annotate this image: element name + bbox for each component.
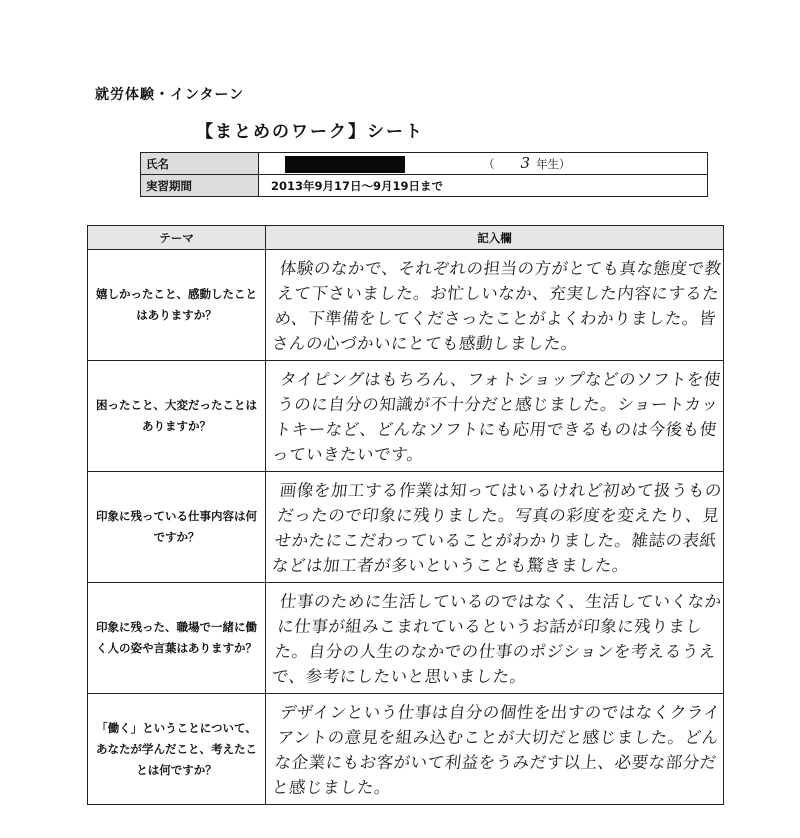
name-value-cell bbox=[259, 153, 708, 175]
table-row bbox=[88, 472, 724, 583]
period-value: 2013年9月17日～9月19日まで bbox=[259, 175, 708, 197]
table-row bbox=[88, 583, 724, 694]
name-label: 氏名 bbox=[141, 153, 259, 175]
table-row bbox=[88, 361, 724, 472]
theme-cell: 嬉しかったこと、感動したことはありますか？ bbox=[88, 250, 266, 361]
handwritten-answer: タイピングはもちろん、フォトショップなどのソフトを使うのに自分の知識が不十分だと感じました。ショートカットキーなど、どんなソフトにも応用できるものは今後も使っていきたいです。 bbox=[271, 370, 722, 464]
worksheet-header-row bbox=[88, 226, 724, 250]
period-row bbox=[141, 175, 708, 197]
handwritten-answer: 仕事のために生活しているのではなく、生活していくなかに仕事が組みこまれているというお話が印象に残りました。自分の人生のなかでの仕事のポジションを考えるうえで、参考にしたいと思いました。 bbox=[271, 592, 723, 686]
name-row bbox=[141, 153, 708, 175]
answer-cell bbox=[266, 250, 724, 361]
answer-cell bbox=[266, 694, 724, 805]
grade-open-paren: （ bbox=[483, 157, 495, 171]
redacted-name-block bbox=[285, 156, 405, 173]
handwritten-answer: 体験のなかで、それぞれの担当の方がとても真な態度で教えて下さいました。お忙しいなか、充実した内容にするため、下準備をしてくださったことがよくわかりました。皆さんの心づかいにとても感動しました。 bbox=[271, 259, 723, 353]
grade-value: 3 bbox=[520, 154, 531, 172]
period-label: 実習期間 bbox=[141, 175, 259, 197]
table-row bbox=[88, 694, 724, 805]
answer-cell bbox=[266, 472, 724, 583]
answer-cell bbox=[266, 583, 724, 694]
theme-cell: 印象に残っている仕事内容は何ですか？ bbox=[88, 472, 266, 583]
table-row bbox=[88, 250, 724, 361]
theme-cell: 印象に残った、職場で一緒に働く人の姿や言葉はありますか？ bbox=[88, 583, 266, 694]
grade-field bbox=[483, 154, 571, 172]
theme-cell: 困ったこと、大変だったことはありますか？ bbox=[88, 361, 266, 472]
theme-cell: 「働く」ということについて、あなたが学んだこと、考えたことは何ですか？ bbox=[88, 694, 266, 805]
worksheet-table bbox=[87, 225, 724, 805]
entry-column-header: 記入欄 bbox=[266, 226, 724, 250]
page-subtitle: 就労体験・インターン bbox=[95, 87, 245, 103]
handwritten-answer: デザインという仕事は自分の個性を出すのではなくクライアントの意見を組み込むことが大切だと感じました。どんな企業にもお客がいて利益をうみだす以上、必要な部分だと感じました。 bbox=[271, 703, 722, 797]
page-title: 【まとめのワーク】シート bbox=[196, 122, 424, 142]
theme-column-header: テーマ bbox=[88, 226, 266, 250]
grade-suffix: 年生） bbox=[536, 157, 571, 171]
student-info-table bbox=[140, 152, 708, 197]
answer-cell bbox=[266, 361, 724, 472]
handwritten-answer: 画像を加工する作業は知ってはいるけれど初めて扱うものだったので印象に残りました。写真の彩度を変えたり、見せかたにこだわっていることがわかりました。雑誌の表紙などは加工者が多いということも驚きました。 bbox=[271, 481, 723, 575]
